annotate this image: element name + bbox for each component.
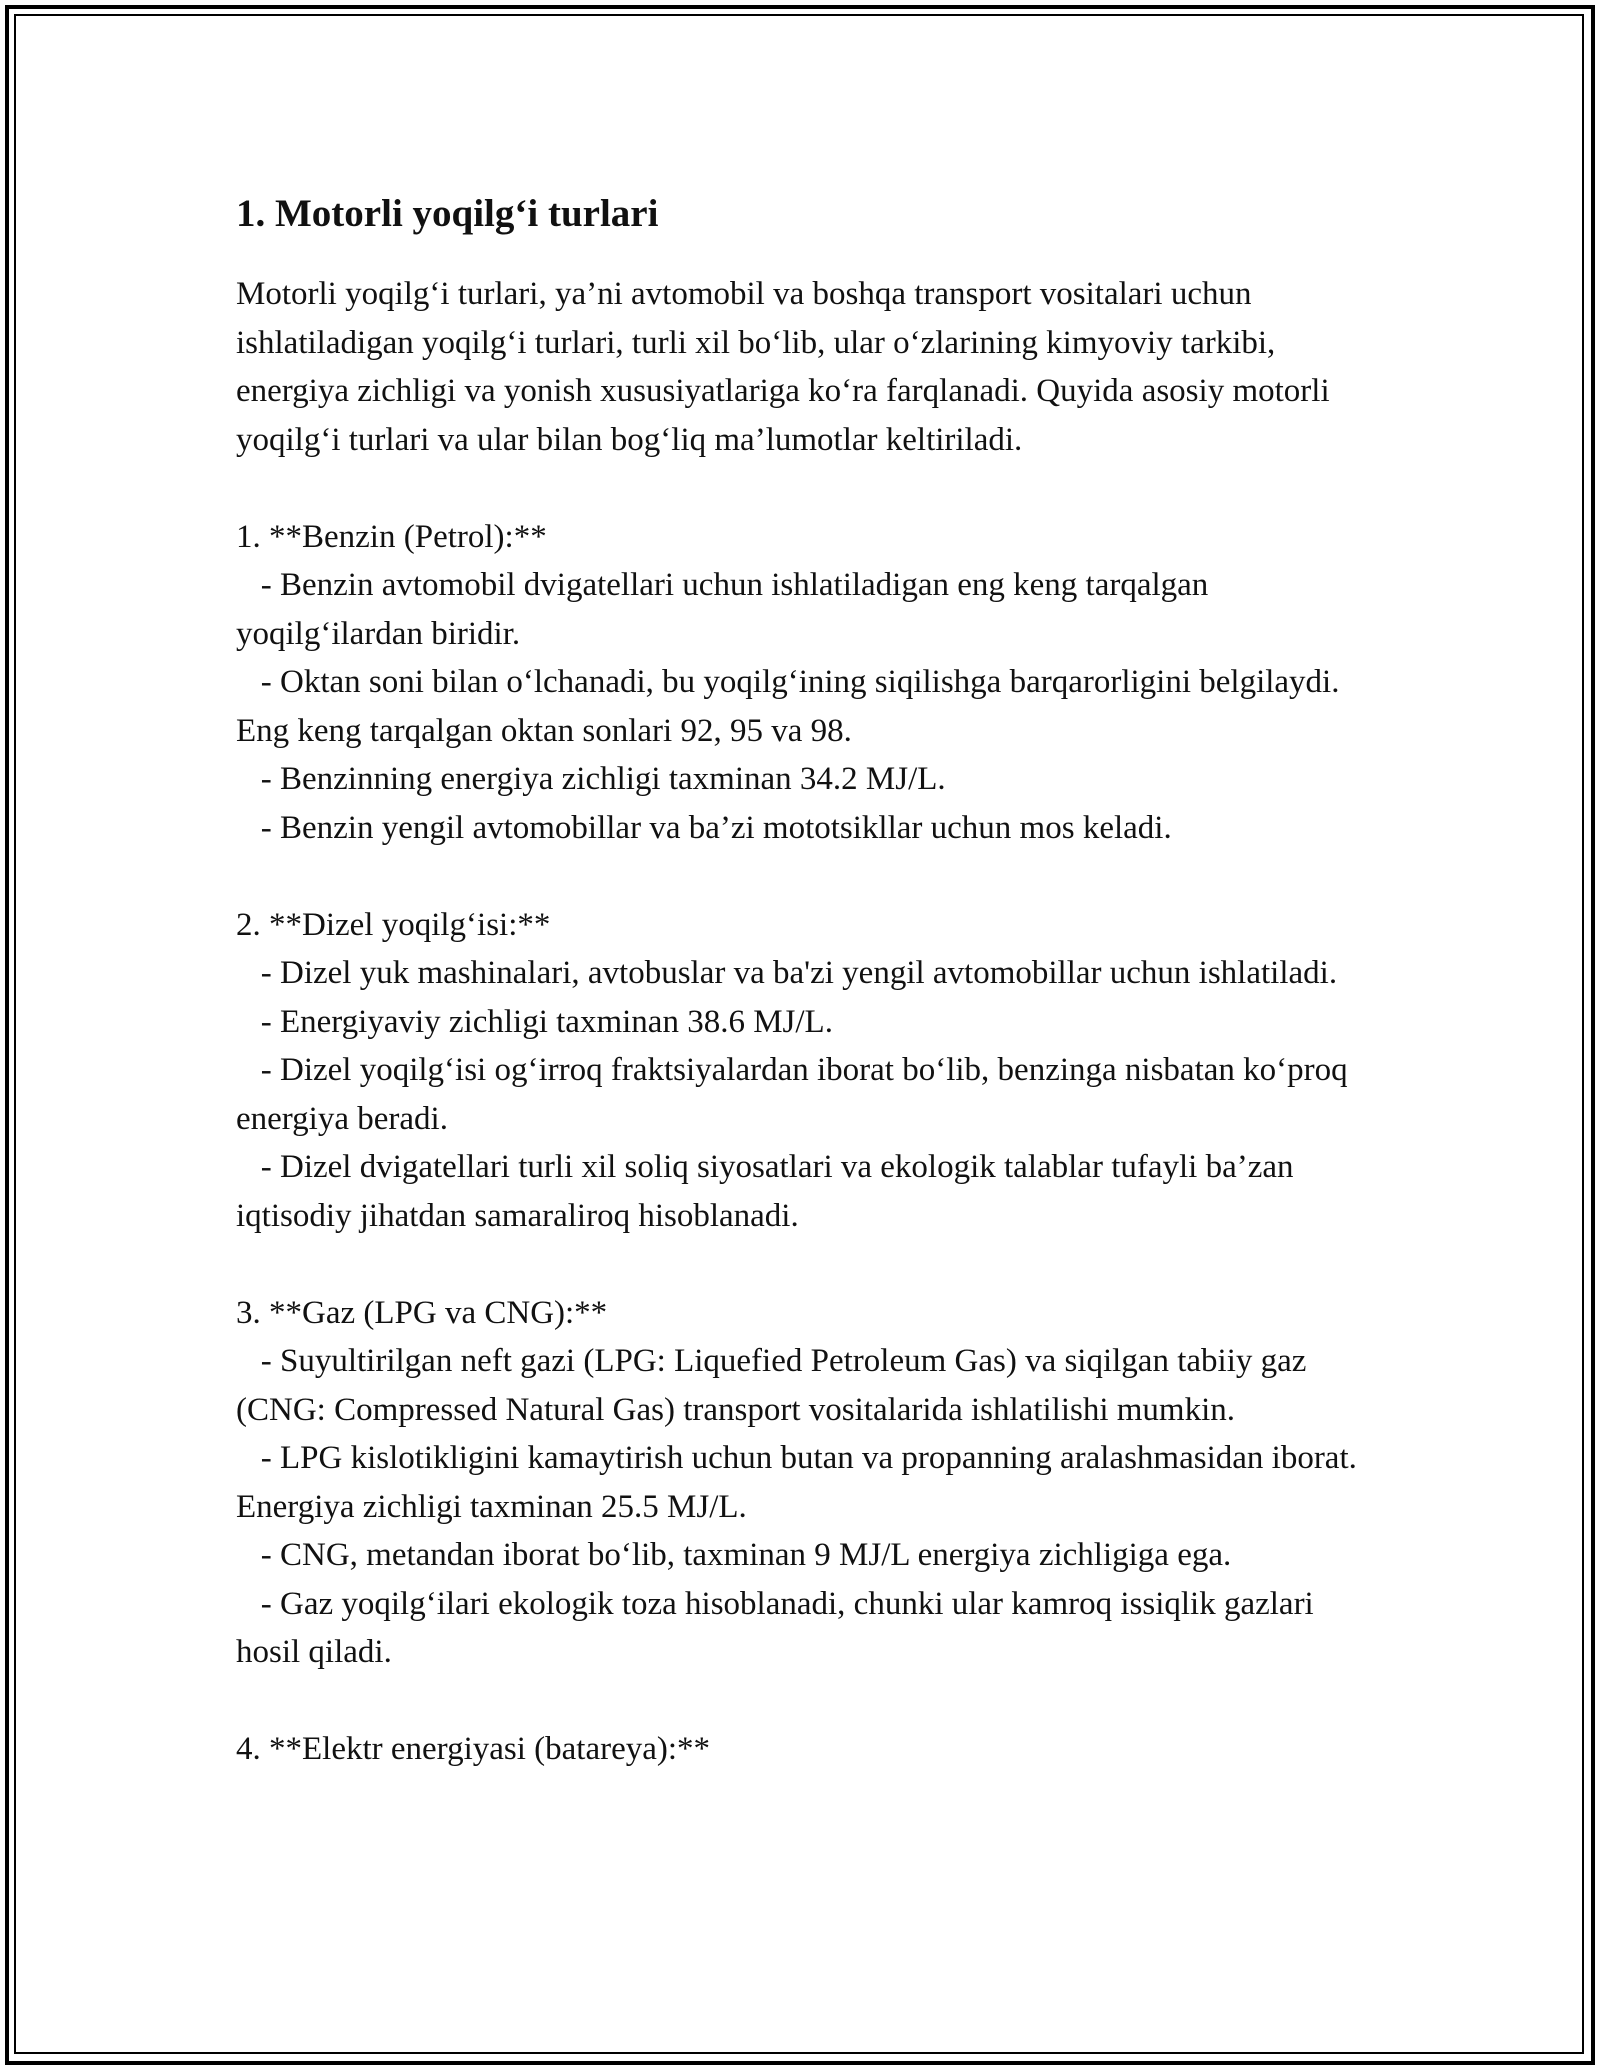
- section-heading: 1. Motorli yoqilg‘i turlari: [236, 192, 659, 235]
- document-body: Motorli yoqilg‘i turlari, ya’ni avtomobil va boshqa transport vositalari uchun ishlatiladigan yoqilg‘i turlari, turli xil bo‘lib, ular o‘zlarining kimyoviy tarkibi, energiya zichligi va yonish xususiyatlariga ko‘ra farqlanadi. Quyida asosiy motorli yoqilg‘i turlari va ular bilan bog‘liq ma’lumotlar keltiriladi. 1. **Benzin (Petrol):** - Benzin avtomobil dvigatellari uchun ishlatiladigan eng keng tarqalgan yoqilg‘ilardan biridir. - Oktan soni bilan o‘lchanadi, bu yoqilg‘ining siqilishga barqarorligini belgilaydi. Eng keng tarqalgan oktan sonlari 92, 95 va 98. - Benzinning energiya zichligi taxminan 34.2 MJ/L. - Benzin yengil avtomobillar va ba’zi mototsikllar uchun mos keladi. 2. **Dizel yoqilg‘isi:** - Dizel yuk mashinalari, avtobuslar va ba'zi yengil avtomobillar uchun ishlatiladi. - Energiyaviy zichligi taxminan 38.6 MJ/L. - Dizel yoqilg‘isi og‘irroq fraktsiyalardan iborat bo‘lib, benzinga nisbatan ko‘proq energiya beradi. - Dizel dvigatellari turli xil soliq siyosatlari va ekologik talablar tufayli ba’zan iqtisodiy jihatdan samaraliroq hisoblanadi. 3. **Gaz (LPG va CNG):** - Suyultirilgan neft gazi (LPG: Liquefied Petroleum Gas) va siqilgan tabiiy gaz (CNG: Compressed Natural Gas) transport vositalarida ishlatilishi mumkin. - LPG kislotikligini kamaytirish uchun butan va propanning aralashmasidan iborat. Energiya zichligi taxminan 25.5 MJ/L. - CNG, metandan iborat bo‘lib, taxminan 9 MJ/L energiya zichligiga ega. - Gaz yoqilg‘ilari ekologik toza hisoblanadi, chunki ular kamroq issiqlik gazlari hosil qiladi. 4. **Elektr energiyasi (batareya):**: [236, 276, 1357, 1767]
- document-content: [236, 186, 1376, 1774]
